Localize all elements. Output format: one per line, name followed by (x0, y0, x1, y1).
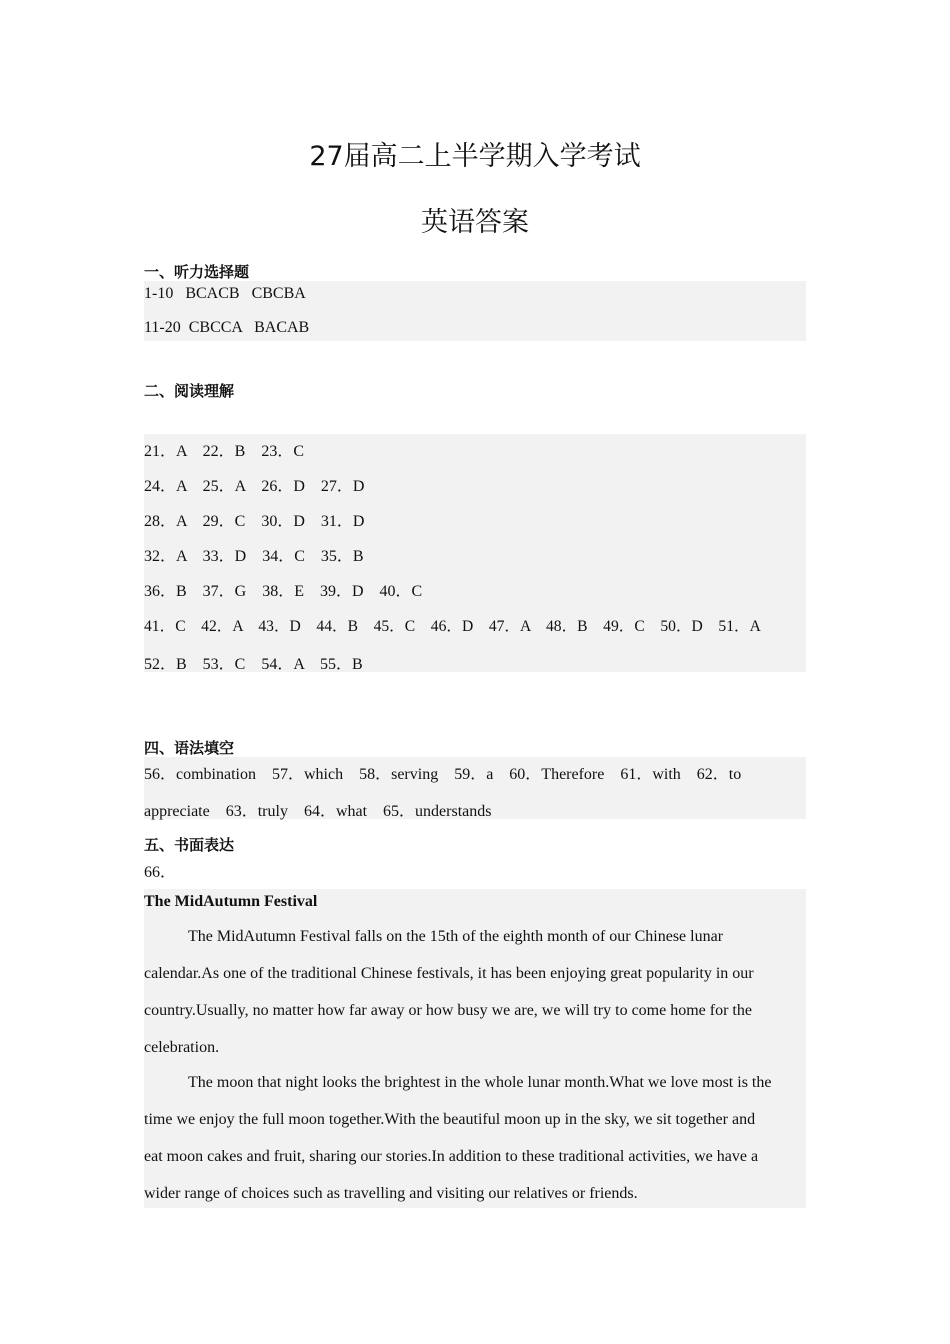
essay-line-8: wider range of choices such as travelling and visiting our relatives or friends. (144, 1185, 638, 1202)
essay-line-7: eat moon cakes and fruit, sharing our stories.In addition to these traditional activities, we have a (144, 1148, 759, 1165)
listening-heading: 一、听力选择题 (144, 263, 250, 281)
reading-line-3: 28．A 29．C 30．D 31．D (144, 513, 365, 530)
essay-line-4: celebration. (144, 1039, 220, 1056)
reading-line-7: 52．B 53．C 54．A 55．B (144, 656, 363, 673)
listening-answers-box (144, 281, 806, 341)
essay-box (144, 889, 806, 1208)
essay-title: The MidAutumn Festival (144, 893, 318, 910)
grammar-heading: 四、语法填空 (144, 739, 235, 757)
reading-line-4: 32．A 33．D 34．C 35．B (144, 548, 364, 565)
listening-line-2: 11-20 CBCCA BACAB (144, 319, 310, 336)
essay-line-1: The MidAutumn Festival falls on the 15th of the eighth month of our Chinese lunar (188, 928, 724, 945)
reading-line-1: 21．A 22．B 23．C (144, 443, 305, 460)
essay-line-3: country.Usually, no matter how far away or how busy we are, we will try to come home for the (144, 1002, 752, 1019)
reading-line-2: 24．A 25．A 26．D 27．D (144, 478, 365, 495)
reading-answers-box (144, 434, 806, 672)
writing-heading: 五、书面表达 (144, 836, 235, 854)
essay-line-6: time we enjoy the full moon together.With the beautiful moon up in the sky, we sit together and (144, 1111, 756, 1128)
page-title: 27届高二上半学期入学考试 (309, 141, 641, 172)
reading-heading: 二、阅读理解 (144, 382, 235, 400)
reading-line-5: 36．B 37．G 38．E 39．D 40．C (144, 583, 423, 600)
page-subtitle: 英语答案 (421, 207, 529, 238)
reading-line-6: 41．C 42．A 43．D 44．B 45．C 46．D 47．A 48．B 49．C 50．D 51．A (144, 618, 761, 635)
listening-line-1: 1-10 BCACB CBCBA (144, 285, 306, 302)
writing-question-number: 66． (144, 864, 177, 881)
grammar-line-2: appreciate 63．truly 64．what 65．understands (144, 803, 492, 820)
essay-line-2: calendar.As one of the traditional Chinese festivals, it has been enjoying great popularity in our (144, 965, 754, 982)
grammar-answers-box (144, 757, 806, 819)
essay-line-5: The moon that night looks the brightest in the whole lunar month.What we love most is the (188, 1074, 772, 1091)
grammar-line-1: 56．combination 57．which 58．serving 59．a 60．Therefore 61．with 62．to (144, 766, 742, 783)
